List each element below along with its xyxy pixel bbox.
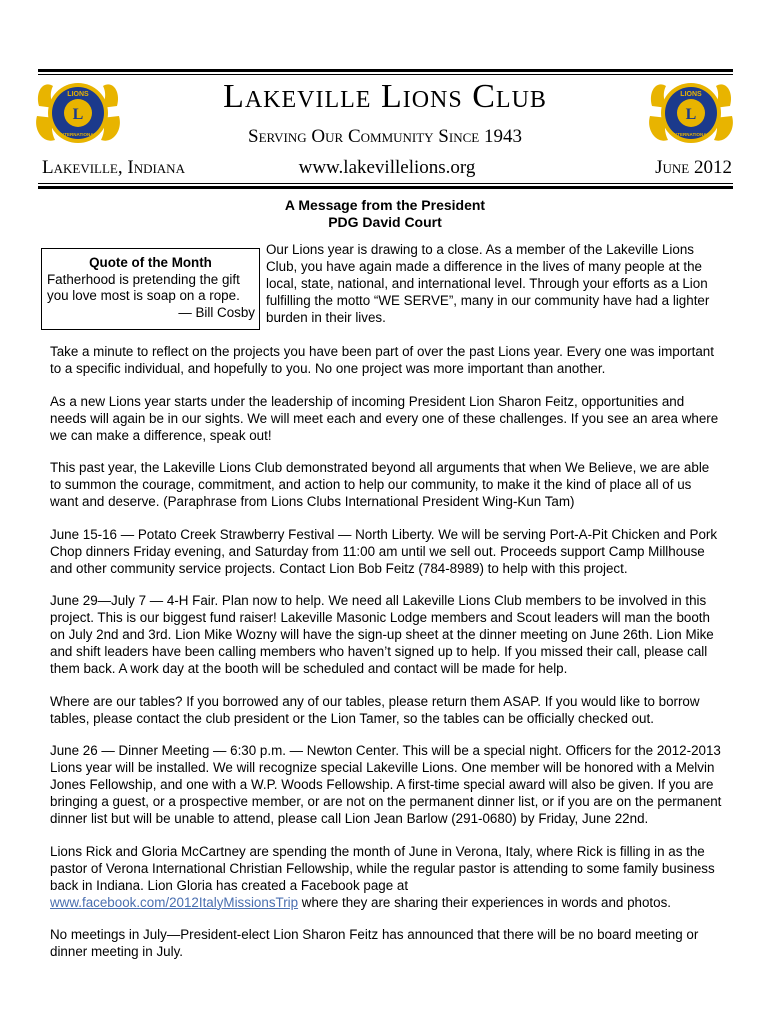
paragraph: As a new Lions year starts under the leadership of incoming President Lion Sharon Feitz, opportunities and needs will again be in our sights. We will meet each and every one of these challenges. If you see an area where we can make a difference, speak out!: [50, 393, 719, 443]
paragraph: June 29—July 7 — 4-H Fair. Plan now to help. We need all Lakeville Lions Club members to be involved in this project. This is our biggest fund raiser! Lakeville Masonic Lodge members and Scout leaders will man the booth on July 2nd and 3rd. Lion Mike Wozny will have the sign-up sheet at the dinner meeting on June 26th. Lion Mike and shift leaders have been calling members who haven’t signed up to help. If you missed their call, please call them back. A work day at the booth will be scheduled and contact will be made for help.: [50, 593, 714, 676]
masthead-meta-row: [42, 157, 732, 181]
issue-date: June 2012: [655, 157, 732, 178]
paragraph: This past year, the Lakeville Lions Club demonstrated beyond all arguments that when We Believe, we are able to summon the courage, commitment, and action to help our community, to make it the kind of place all of us want and deserve. (Paraphrase from Lions Clubs International President Wing-Kun Tam): [50, 460, 710, 509]
quote-title: Quote of the Month: [89, 255, 212, 270]
logo-bottom-text-right: INTERNATIONAL: [672, 132, 710, 137]
logo-bottom-text-left: INTERNATIONAL: [59, 132, 97, 137]
website: www.lakevillelions.org: [298, 157, 476, 178]
quote-author: — Bill Cosby: [178, 304, 255, 320]
logo-top-text-left: LIONS: [67, 91, 89, 98]
masthead-rule-thin: [38, 183, 733, 184]
quote-of-the-month-box: [41, 248, 260, 330]
paragraph: June 26 — Dinner Meeting — 6:30 p.m. — Newton Center. This will be a special night. Officers for the 2012-2013 Lions year will be installed. We will recognize special Lakeville Lions. One member will be honored with a Melvin Jones Fellowship, and one with a W.P. Woods Fellowship. A first-time special award will also be given. If you are bringing a guest, or a prospective member, or are not on the permanent dinner list, or if you are on the permanent dinner list but will be unable to attend, please call Lion Jean Barlow (291-0680) by Friday, June 22nd.: [50, 743, 722, 826]
newsletter-title: Lakeville Lions Club: [223, 78, 547, 115]
paragraph: Where are our tables? If you borrowed any of our tables, please return them ASAP. If you would like to borrow tables, please contact the club president or the Lion Tamer, so the tables can be officially checked out.: [50, 693, 700, 726]
italy-text-after-link: where they are sharing their experiences in words and photos.: [298, 894, 671, 910]
logo-letter-right: L: [685, 106, 697, 123]
president-message-heading: A Message from the President: [284, 197, 486, 213]
location: Lakeville, Indiana: [42, 157, 185, 178]
top-rule-thin: [38, 74, 733, 75]
logo-letter-left: L: [72, 106, 84, 123]
president-message-intro: Our Lions year is drawing to a close. As a member of the Lakeville Lions Club, you have again made a difference in the lives of many people at the local, state, national, and international level. Through your efforts as a Lion fulfilling the motto “WE SERVE”, many in our community have had a lighter burden in their lives.: [266, 242, 710, 325]
paragraph: June 15-16 — Potato Creek Strawberry Festival — North Liberty. We will be serving Port-A-Pit Chicken and Pork Chop dinners Friday evening, and Saturday from 11:00 am until we sell out. Proceeds support Camp Millhouse and other community service projects. Contact Lion Bob Feitz (784-8989) to help with this project.: [50, 526, 718, 576]
president-message-header: [0, 197, 770, 231]
logo-top-text-right: LIONS: [680, 91, 702, 98]
italy-text: Lions Rick and Gloria McCartney are spending the month of June in Verona, Italy, where Rick is filling in as the pastor of Verona International Christian Fellowship, while the regular pastor is attending to some family business back in Indiana. Lion Gloria has created a Facebook page at: [50, 843, 715, 893]
newsletter-body: [50, 343, 722, 976]
top-rule-thick: [38, 69, 733, 72]
newsletter-subtitle: Serving Our Community Since 1943: [248, 126, 522, 147]
quote-text: Fatherhood is pretending the gift you love most is soap on a rope.: [47, 271, 240, 303]
paragraph: Take a minute to reflect on the projects you have been part of over the past Lions year. Every one was important to a specific individual, and hopefully to you. No one project was more important than another.: [50, 344, 714, 376]
president-name: PDG David Court: [328, 214, 442, 230]
closing-paragraph: No meetings in July—President-elect Lion Sharon Feitz has announced that there will be no board meeting or dinner meeting in July.: [50, 927, 699, 959]
masthead-rule-thick: [38, 186, 733, 189]
italy-paragraph: [50, 843, 722, 911]
facebook-link[interactable]: www.facebook.com/2012ItalyMissionsTrip: [50, 894, 299, 910]
